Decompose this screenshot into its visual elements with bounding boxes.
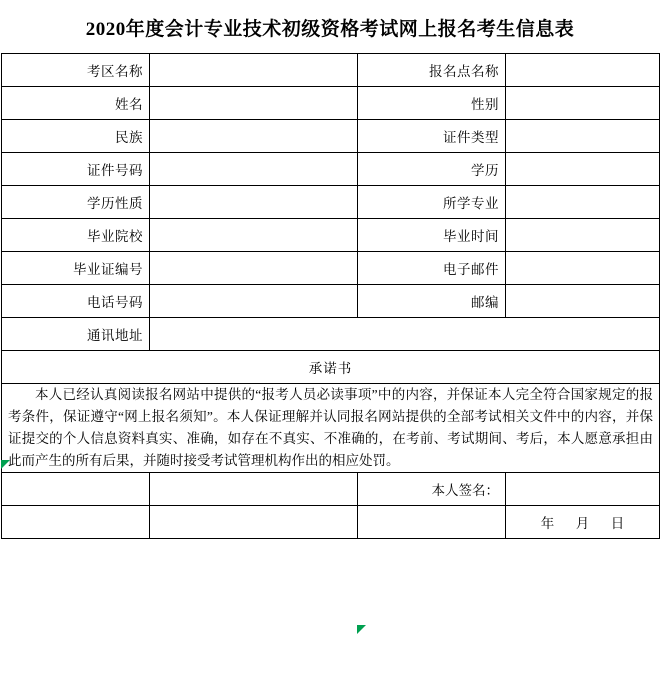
promise-heading-row xyxy=(2,351,660,384)
field-value-ethnicity[interactable] xyxy=(150,120,358,153)
field-value-id-type[interactable] xyxy=(506,120,660,153)
table-row xyxy=(2,219,660,252)
table-row xyxy=(2,120,660,153)
field-value-id-number[interactable] xyxy=(150,153,358,186)
field-label-id-type: 证件类型 xyxy=(358,120,506,153)
signature-row xyxy=(2,473,660,506)
table-row xyxy=(2,54,660,87)
date-day-label: 日 xyxy=(610,516,625,531)
signature-value[interactable] xyxy=(506,473,660,506)
date-year-label: 年 xyxy=(540,516,555,531)
promise-heading: 承诺书 xyxy=(2,351,660,384)
field-label-major: 所学专业 xyxy=(358,186,506,219)
field-value-school[interactable] xyxy=(150,219,358,252)
field-label-id-number: 证件号码 xyxy=(2,153,150,186)
field-value-email[interactable] xyxy=(506,252,660,285)
form-body xyxy=(2,54,660,539)
signature-blank-left xyxy=(2,473,150,506)
field-label-education-nature: 学历性质 xyxy=(2,186,150,219)
field-label-ethnicity: 民族 xyxy=(2,120,150,153)
field-label-gender: 性别 xyxy=(358,87,506,120)
field-value-education[interactable] xyxy=(506,153,660,186)
field-label-school: 毕业院校 xyxy=(2,219,150,252)
table-row xyxy=(2,87,660,120)
date-blank-right xyxy=(358,506,506,539)
date-fields xyxy=(512,512,653,532)
field-label-exam-area: 考区名称 xyxy=(2,54,150,87)
green-corner-marker-secondary-icon xyxy=(357,625,366,634)
promise-text-row xyxy=(2,384,660,473)
date-row xyxy=(2,506,660,539)
field-value-postcode[interactable] xyxy=(506,285,660,318)
field-value-address[interactable] xyxy=(150,318,660,351)
field-label-postcode: 邮编 xyxy=(358,285,506,318)
field-label-education: 学历 xyxy=(358,153,506,186)
field-value-gender[interactable] xyxy=(506,87,660,120)
green-corner-marker-icon xyxy=(1,460,10,469)
table-row xyxy=(2,186,660,219)
promise-text: 本人已经认真阅读报名网站中提供的“报考人员必读事项”中的内容，并保证本人完全符合国家规定的报考条件，保证遵守“网上报名须知”。本人保证理解并认同报名网站提供的全部考试相关文件中的内容，并保证提交的个人信息资料真实、准确，如存在不真实、不准确的，在考前、考试期间、考后，本人愿意承担由此而产生的所有后果，并随时接受考试管理机构作出的相应处罚。 xyxy=(8,387,653,468)
field-value-exam-area[interactable] xyxy=(150,54,358,87)
promise-text-cell xyxy=(2,384,660,473)
table-row xyxy=(2,153,660,186)
field-value-phone[interactable] xyxy=(150,285,358,318)
page-title: 2020年度会计专业技术初级资格考试网上报名考生信息表 xyxy=(85,19,575,40)
field-label-registration-point: 报名点名称 xyxy=(358,54,506,87)
field-value-major[interactable] xyxy=(506,186,660,219)
date-cell xyxy=(506,506,660,539)
signature-blank-mid xyxy=(150,473,358,506)
field-value-diploma-number[interactable] xyxy=(150,252,358,285)
field-value-education-nature[interactable] xyxy=(150,186,358,219)
field-label-name: 姓名 xyxy=(2,87,150,120)
field-label-phone: 电话号码 xyxy=(2,285,150,318)
signature-label: 本人签名： xyxy=(358,473,506,506)
date-month-label: 月 xyxy=(575,516,590,531)
date-blank-mid xyxy=(150,506,358,539)
field-label-address: 通讯地址 xyxy=(2,318,150,351)
registration-form-table xyxy=(1,53,660,539)
table-row-address xyxy=(2,318,660,351)
field-label-email: 电子邮件 xyxy=(358,252,506,285)
field-label-graduation-date: 毕业时间 xyxy=(358,219,506,252)
table-row xyxy=(2,252,660,285)
field-value-graduation-date[interactable] xyxy=(506,219,660,252)
field-label-diploma-number: 毕业证编号 xyxy=(2,252,150,285)
table-row xyxy=(2,285,660,318)
field-value-registration-point[interactable] xyxy=(506,54,660,87)
field-value-name[interactable] xyxy=(150,87,358,120)
date-blank-left xyxy=(2,506,150,539)
